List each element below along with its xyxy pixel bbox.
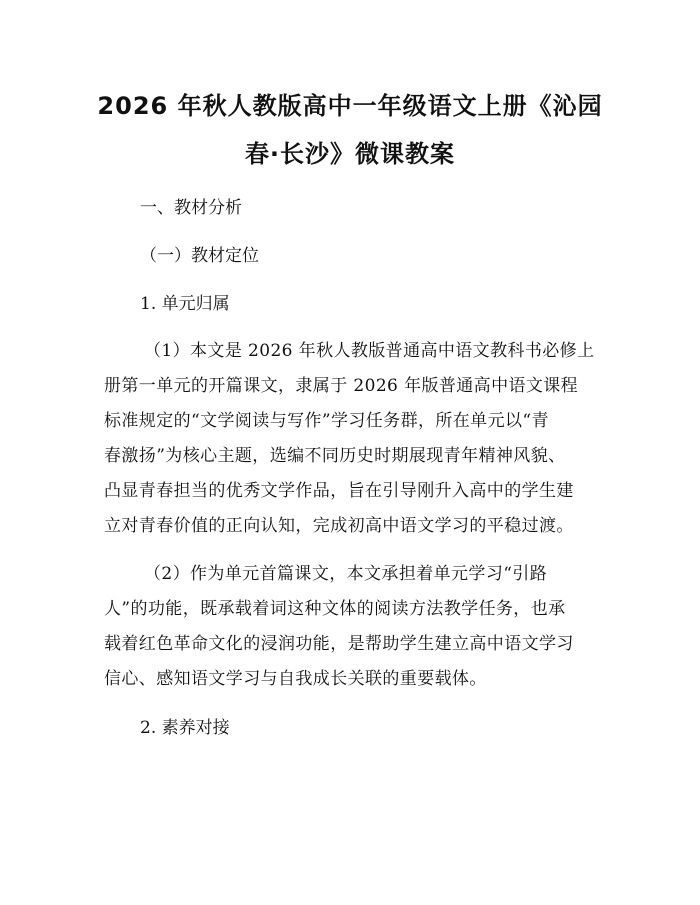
paragraph-1-line: 凸显青春担当的优秀文学作品，旨在引导刚升入高中的学生建 <box>104 481 574 501</box>
paragraph-1-line: 册第一单元的开篇课文，隶属于 2026 年版普通高中语文课程 <box>104 376 579 396</box>
section-heading-textbook-analysis: 一、教材分析 <box>140 198 242 218</box>
paragraph-2-line: 信心、感知语文学习与自我成长关联的重要载体。 <box>104 669 487 689</box>
paragraph-1-line: 标准规定的“文学阅读与写作”学习任务群，所在单元以“青 <box>104 411 549 431</box>
item-heading-unit-belonging: 1. 单元归属 <box>140 294 230 314</box>
paragraph-1-line: 立对青春价值的正向认知，完成初高中语文学习的平稳过渡。 <box>104 516 574 536</box>
paragraph-1-line: （1）本文是 2026 年秋人教版普通高中语文教科书必修上 <box>144 341 595 361</box>
subsection-heading-textbook-position: （一）教材定位 <box>140 246 259 266</box>
paragraph-2-line: （2）作为单元首篇课文，本文承担着单元学习“引路 <box>144 564 548 584</box>
item-heading-literacy-alignment: 2. 素养对接 <box>140 718 230 738</box>
paragraph-2-line: 载着红色革命文化的浸润功能，是帮助学生建立高中语文学习 <box>104 634 574 654</box>
paragraph-2-line: 人”的功能，既承载着词这种文体的阅读方法教学任务，也承 <box>104 599 566 619</box>
document-title-line-2: 春·长沙》微课教案 <box>244 140 456 168</box>
paragraph-1-line: 春激扬”为核心主题，选编不同历史时期展现青年精神风貌、 <box>104 446 566 466</box>
document-title-line-1: 2026 年秋人教版高中一年级语文上册《沁园 <box>97 92 603 120</box>
